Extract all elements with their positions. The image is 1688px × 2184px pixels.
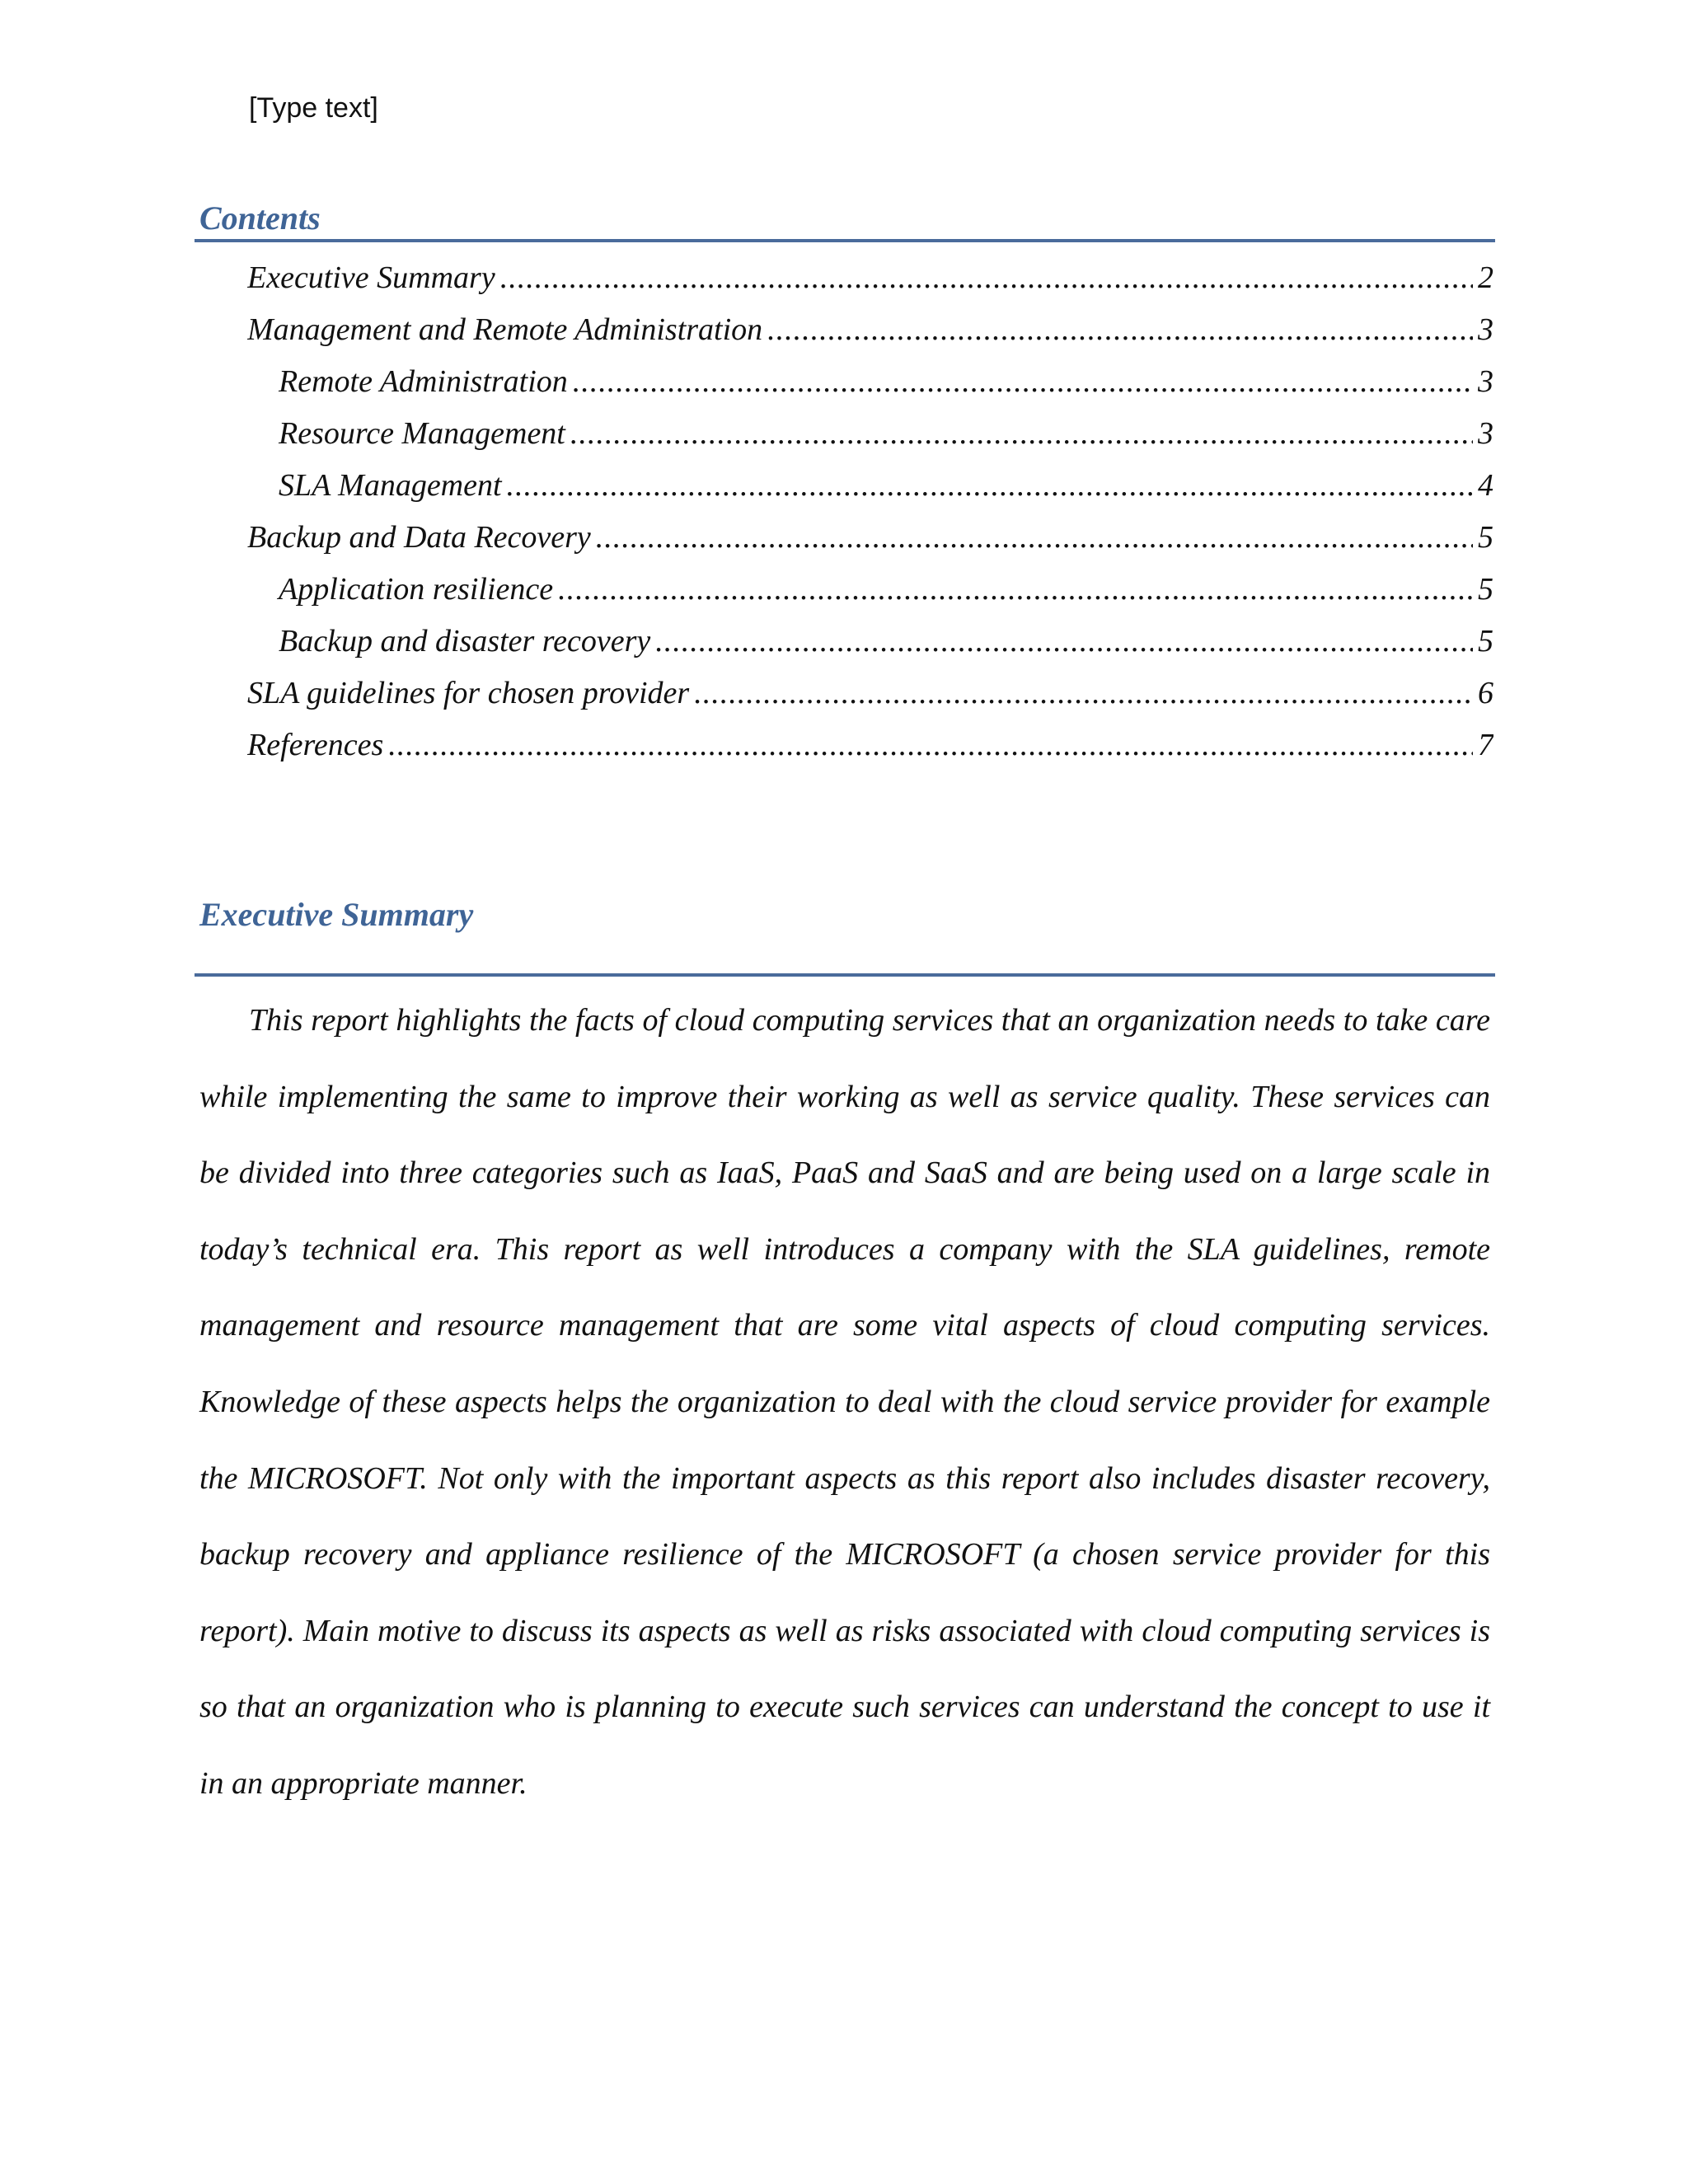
toc-entry-application-resilience[interactable] — [247, 564, 1493, 616]
toc-dot-leader — [570, 408, 1473, 460]
toc-entry-remote-administration[interactable] — [247, 356, 1493, 408]
toc-entry-title: Backup and Data Recovery — [247, 520, 591, 555]
executive-summary-paragraph: This report highlights the facts of cloud computing services that an organization needs to take care while implementing the same to improve their working as well as service quality. These services can be divided into three categories such as IaaS, PaaS and SaaS and are being used on a large scale in today’s technical era. This report as well introduces a company with the SLA guidelines, remote management and resource management that are some vital aspects of cloud computing services. Knowledge of these aspects helps the organization to deal with the cloud service provider for example the MICROSOFT. Not only with the important aspects as this report also includes disaster recovery, backup recovery and appliance resilience of the MICROSOFT (a chosen service provider for this report). Main motive to discuss its aspects as well as risks associated with cloud computing services is so that an organization who is planning to execute such services can understand the concept to use it in an appropriate manner. — [199, 1003, 1490, 1801]
executive-summary-heading: Executive Summary — [199, 896, 474, 933]
toc-entry-title: SLA Management — [279, 468, 502, 503]
toc-page-number: 2 — [1478, 260, 1493, 295]
toc-page-number: 3 — [1478, 416, 1493, 451]
toc-page-number: 5 — [1478, 572, 1493, 607]
toc-entry-title: References — [247, 728, 384, 762]
toc-dot-leader — [767, 304, 1473, 356]
toc-page-number: 7 — [1478, 728, 1493, 762]
toc-entry-backup-disaster-recovery[interactable] — [247, 616, 1493, 668]
toc-entry-title: Executive Summary — [247, 260, 495, 295]
toc-dot-leader — [596, 512, 1473, 564]
toc-dot-leader — [500, 252, 1473, 304]
toc-page-number: 3 — [1478, 364, 1493, 399]
toc-entry-resource-management[interactable] — [247, 408, 1493, 460]
toc-entry-title: Remote Administration — [279, 364, 568, 399]
toc-page-number: 6 — [1478, 676, 1493, 710]
toc-entry-title: Resource Management — [279, 416, 565, 451]
toc-entry-sla-management[interactable] — [247, 460, 1493, 512]
toc-page-number: 5 — [1478, 520, 1493, 555]
toc-dot-leader — [573, 356, 1473, 408]
toc-entry-title: SLA guidelines for chosen provider — [247, 676, 690, 710]
toc-entry-title: Backup and disaster recovery — [279, 624, 651, 658]
toc-entry-title: Management and Remote Administration — [247, 312, 763, 347]
toc-dot-leader — [507, 460, 1473, 512]
toc-dot-leader — [655, 616, 1473, 668]
toc-entry-backup-data-recovery[interactable] — [247, 512, 1493, 564]
toc-entry-management-remote-administration[interactable] — [247, 304, 1493, 356]
toc-entry-executive-summary[interactable] — [247, 252, 1493, 304]
toc-dot-leader — [558, 564, 1473, 616]
toc-entry-title: Application resilience — [279, 572, 554, 607]
contents-heading: Contents — [199, 199, 321, 237]
toc-page-number: 4 — [1478, 468, 1493, 503]
toc-page-number: 5 — [1478, 624, 1493, 658]
header-placeholder-text: [Type text] — [249, 92, 378, 124]
toc-dot-leader — [694, 668, 1473, 719]
toc-page-number: 3 — [1478, 312, 1493, 347]
executive-summary-heading-rule — [195, 973, 1495, 977]
toc-dot-leader — [388, 719, 1473, 771]
contents-heading-rule — [195, 239, 1495, 242]
table-of-contents — [247, 252, 1493, 771]
toc-entry-sla-guidelines[interactable] — [247, 668, 1493, 719]
toc-entry-references[interactable] — [247, 719, 1493, 771]
